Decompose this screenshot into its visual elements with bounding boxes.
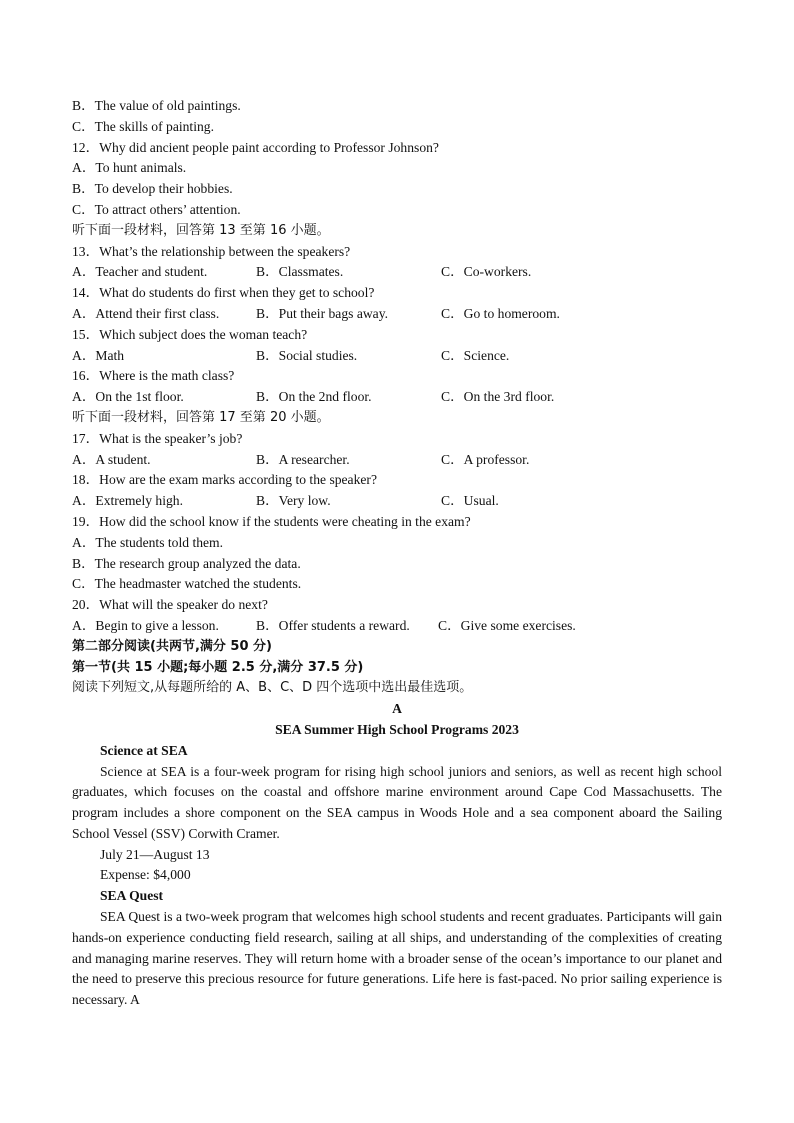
sea-quest-heading: SEA Quest <box>100 888 164 904</box>
q18-option-c: C．Usual. <box>441 493 499 509</box>
listening-intro-17-20: 听下面一段材料，回答第 17 至第 20 小题。 <box>72 409 330 425</box>
section1-heading: 第一节(共 15 小题;每小题 2.5 分,满分 37.5 分) <box>72 659 364 675</box>
q12-option-b: B．To develop their hobbies. <box>72 181 233 197</box>
q20-option-c: C．Give some exercises. <box>438 617 576 633</box>
exam-page <box>72 96 722 1011</box>
science-at-sea-paragraph: Science at SEA is a four-week program for rising high school juniors and seniors, as well as recent high school graduates, which focuses on the coastal and offshore marine environment around Cape Cod Massachusetts. The program includes a shore component on the SEA campus in Woods Hole and a sea component aboard the Sailing School Vessel (SSV) Corwith Cramer. <box>72 763 722 841</box>
q18-option-b: B．Very low. <box>256 493 331 509</box>
q20-option-a: A．Begin to give a lesson. <box>72 617 219 633</box>
q20-stem: 20．What will the speaker do next? <box>72 597 268 613</box>
passage-title: SEA Summer High School Programs 2023 <box>275 721 519 737</box>
q17-stem: 17．What is the speaker’s job? <box>72 430 243 446</box>
q13-options <box>72 262 722 283</box>
q19-option-b: B．The research group analyzed the data. <box>72 555 301 571</box>
q19-option-c: C．The headmaster watched the students. <box>72 576 302 592</box>
q20-option-b: B．Offer students a reward. <box>256 617 410 633</box>
science-at-sea-dates: July 21—August 13 <box>100 846 210 862</box>
q16-option-c: C．On the 3rd floor. <box>441 389 555 405</box>
q18-option-a: A．Extremely high. <box>72 493 183 509</box>
q12-stem: 12．Why did ancient people paint according to Professor Johnson? <box>72 139 439 155</box>
passage-letter: A <box>392 701 402 717</box>
q16-options <box>72 387 722 408</box>
q17-option-a: A．A student. <box>72 451 151 467</box>
listening-intro-13-16: 听下面一段材料，回答第 13 至第 16 小题。 <box>72 222 330 238</box>
q11-option-b: B．The value of old paintings. <box>72 98 241 113</box>
q17-option-c: C．A professor. <box>441 451 530 467</box>
q16-stem: 16．Where is the math class? <box>72 368 235 384</box>
q15-option-c: C．Science. <box>441 347 510 363</box>
science-at-sea-expense: Expense: $4,000 <box>100 867 191 883</box>
q15-options <box>72 346 722 367</box>
q19-stem: 19．How did the school know if the students were cheating in the exam? <box>72 513 471 529</box>
q15-option-a: A．Math <box>72 347 125 363</box>
q14-options <box>72 304 722 325</box>
q16-option-b: B．On the 2nd floor. <box>256 389 372 405</box>
q15-option-b: B．Social studies. <box>256 347 358 363</box>
q14-option-a: A．Attend their first class. <box>72 305 220 321</box>
q17-option-b: B．A researcher. <box>256 451 350 467</box>
q12-option-a: A．To hunt animals. <box>72 160 187 176</box>
q14-option-b: B．Put their bags away. <box>256 305 389 321</box>
q11-option-c: C．The skills of painting. <box>72 118 214 134</box>
q17-options <box>72 450 722 471</box>
q13-option-c: C．Co-workers. <box>441 264 532 280</box>
q20-options <box>72 616 722 637</box>
q13-option-a: A．Teacher and student. <box>72 264 208 280</box>
q12-option-c: C．To attract others’ attention. <box>72 201 241 217</box>
q14-stem: 14．What do students do first when they get to school? <box>72 285 375 301</box>
q18-options <box>72 491 722 512</box>
science-at-sea-heading: Science at SEA <box>100 742 188 758</box>
q18-stem: 18．How are the exam marks according to the speaker? <box>72 472 377 488</box>
q15-stem: 15．Which subject does the woman teach? <box>72 326 308 342</box>
reading-instructions: 阅读下列短文,从每题所给的 A、B、C、D 四个选项中选出最佳选项。 <box>72 680 473 696</box>
q14-option-c: C．Go to homeroom. <box>441 305 560 321</box>
sea-quest-paragraph: SEA Quest is a two-week program that welcomes high school students and recent graduates. Participants will gain hands-on experience conducting field research, sailing at all ships, and understanding of the complexities of creating and managing marine reserves. They will return home with a broader sense of the ocean’s importance to our planet and the need to preserve this precious resource for future generations. Life here is fast-paced. No prior sailing experience is necessary. A <box>72 909 722 1008</box>
q13-stem: 13．What’s the relationship between the speakers? <box>72 243 351 259</box>
q16-option-a: A．On the 1st floor. <box>72 389 184 405</box>
part2-heading: 第二部分阅读(共两节,满分 50 分) <box>72 638 272 654</box>
q19-option-a: A．The students told them. <box>72 534 224 550</box>
q13-option-b: B．Classmates. <box>256 264 344 280</box>
